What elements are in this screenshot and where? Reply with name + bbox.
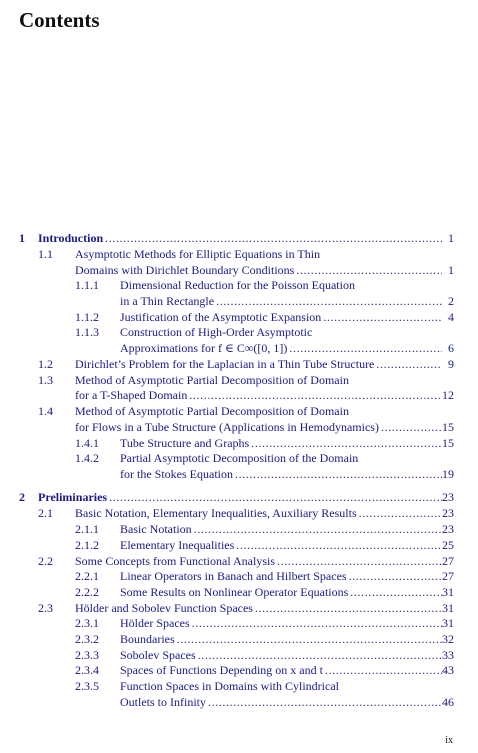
dot-leader bbox=[189, 387, 442, 403]
toc-chapter-entry[interactable] bbox=[0, 489, 478, 505]
dot-leader bbox=[194, 521, 442, 537]
page-number: ix bbox=[445, 735, 453, 746]
toc-entry-number: 1.4.1 bbox=[75, 436, 99, 450]
toc-section-entry[interactable] bbox=[0, 372, 478, 388]
toc-entry-title: for Flows in a Tube Structure (Applications in Hemodynamics) bbox=[75, 420, 379, 434]
toc-entry-title: Some Results on Nonlinear Operator Equations bbox=[120, 585, 349, 599]
toc-entry-number: 2.3.3 bbox=[75, 648, 99, 662]
toc-entry-title: Spaces of Functions Depending on x and t bbox=[120, 663, 323, 677]
dot-leader bbox=[289, 340, 442, 356]
toc-entry-title: for the Stokes Equation bbox=[120, 467, 233, 481]
toc-entry-number: 2.1.2 bbox=[75, 538, 99, 552]
toc-subsection-entry[interactable] bbox=[0, 521, 478, 537]
toc-page-number: 31 bbox=[442, 616, 454, 630]
toc-entry-number: 1.1 bbox=[38, 247, 53, 261]
toc-section-entry[interactable] bbox=[0, 262, 478, 278]
toc-page-number: 23 bbox=[442, 522, 454, 536]
toc-entry-number: 2.3.1 bbox=[75, 616, 99, 630]
toc-page-number: 33 bbox=[442, 648, 454, 662]
toc-page-number: 27 bbox=[442, 569, 454, 583]
dot-leader bbox=[109, 489, 442, 505]
toc-entry-number: 1.4 bbox=[38, 404, 53, 418]
toc-entry-title: Sobolev Spaces bbox=[120, 648, 196, 662]
toc-page-number: 43 bbox=[442, 663, 454, 677]
toc-subsection-entry[interactable] bbox=[0, 647, 478, 663]
toc-entry-number: 1.2 bbox=[38, 357, 53, 371]
toc-subsection-entry[interactable] bbox=[0, 466, 478, 482]
toc-entry-title: Linear Operators in Banach and Hilbert Spaces bbox=[120, 569, 347, 583]
toc-subsection-entry[interactable] bbox=[0, 537, 478, 553]
toc-entry-number: 2.3 bbox=[38, 601, 53, 615]
toc-page-number: 15 bbox=[442, 436, 454, 450]
toc-subsection-entry[interactable] bbox=[0, 277, 478, 293]
toc-entry-number: 2.3.2 bbox=[75, 632, 99, 646]
toc-subsection-entry[interactable] bbox=[0, 694, 478, 710]
dot-leader bbox=[208, 694, 442, 710]
toc-subsection-entry[interactable] bbox=[0, 615, 478, 631]
page-title: Contents bbox=[19, 8, 100, 32]
dot-leader bbox=[192, 615, 442, 631]
toc-subsection-entry[interactable] bbox=[0, 293, 478, 309]
toc-subsection-entry[interactable] bbox=[0, 309, 478, 325]
toc-entry-title: Method of Asymptotic Partial Decomposition of Domain bbox=[75, 404, 349, 418]
toc-entry-title: Boundaries bbox=[120, 632, 175, 646]
toc-page-number: 2 bbox=[448, 294, 454, 308]
toc-entry-title: Asymptotic Methods for Elliptic Equations in Thin bbox=[75, 247, 321, 261]
dot-leader bbox=[177, 631, 442, 647]
toc-entry-number: 1.1.2 bbox=[75, 310, 99, 324]
toc-page-number: 15 bbox=[442, 420, 454, 434]
dot-leader bbox=[198, 647, 442, 663]
toc-section-entry[interactable] bbox=[0, 505, 478, 521]
toc-entry-number: 1.1.3 bbox=[75, 325, 99, 339]
toc-entry-title: for a T-Shaped Domain bbox=[75, 388, 188, 402]
toc-subsection-entry[interactable] bbox=[0, 340, 478, 356]
toc-entry-title: Hölder Spaces bbox=[120, 616, 190, 630]
dot-leader bbox=[216, 293, 442, 309]
toc-section-entry[interactable] bbox=[0, 387, 478, 403]
toc-entry-title: Justification of the Asymptotic Expansion bbox=[120, 310, 322, 324]
toc-section-entry[interactable] bbox=[0, 600, 478, 616]
toc-subsection-entry[interactable] bbox=[0, 662, 478, 678]
toc-entry-number: 2.1 bbox=[38, 506, 53, 520]
toc-entry-title: Basic Notation bbox=[120, 522, 192, 536]
toc-page-number: 6 bbox=[448, 341, 454, 355]
toc-entry-title: Construction of High-Order Asymptotic bbox=[120, 325, 313, 339]
toc-page-number: 32 bbox=[442, 632, 454, 646]
dot-leader bbox=[296, 262, 442, 278]
toc-entry-title: Preliminaries bbox=[38, 490, 108, 504]
toc-page-number: 4 bbox=[448, 310, 454, 324]
toc-subsection-entry[interactable] bbox=[0, 450, 478, 466]
toc-entry-title: Function Spaces in Domains with Cylindrical bbox=[120, 679, 339, 693]
toc-subsection-entry[interactable] bbox=[0, 435, 478, 451]
toc-entry-number: 2.2 bbox=[38, 554, 53, 568]
toc-subsection-entry[interactable] bbox=[0, 631, 478, 647]
toc-page-number: 23 bbox=[442, 490, 454, 504]
toc-page-number: 9 bbox=[448, 357, 454, 371]
toc-entry-number: 2.3.4 bbox=[75, 663, 99, 677]
toc-entry-title: Domains with Dirichlet Boundary Conditions bbox=[75, 263, 295, 277]
toc-entry-title: Method of Asymptotic Partial Decomposition of Domain bbox=[75, 373, 349, 387]
toc-entry-title: Tube Structure and Graphs bbox=[120, 436, 250, 450]
toc-entry-title: Approximations for f ∈ C∞([0, 1]) bbox=[120, 341, 288, 355]
dot-leader bbox=[105, 230, 442, 246]
toc-entry-title: Elementary Inequalities bbox=[120, 538, 235, 552]
toc-section-entry[interactable] bbox=[0, 553, 478, 569]
toc-entry-title: in a Thin Rectangle bbox=[120, 294, 215, 308]
toc-entry-title: Some Concepts from Functional Analysis bbox=[75, 554, 275, 568]
toc-subsection-entry[interactable] bbox=[0, 568, 478, 584]
toc-page-number: 1 bbox=[448, 263, 454, 277]
toc-page-number: 23 bbox=[442, 506, 454, 520]
toc-entry-title: Partial Asymptotic Decomposition of the Domain bbox=[120, 451, 359, 465]
toc-page-number: 31 bbox=[442, 585, 454, 599]
toc-entry-title: Outlets to Infinity bbox=[120, 695, 206, 709]
toc-entry-number: 2.1.1 bbox=[75, 522, 99, 536]
toc-entry-number: 2.2.2 bbox=[75, 585, 99, 599]
toc-entry-title: Basic Notation, Elementary Inequalities, Auxiliary Results bbox=[75, 506, 357, 520]
toc-page-number: 25 bbox=[442, 538, 454, 552]
toc-page-number: 31 bbox=[442, 601, 454, 615]
toc-entry-number: 2 bbox=[19, 490, 25, 504]
toc-section-entry[interactable] bbox=[0, 246, 478, 262]
toc-entry-number: 1.1.1 bbox=[75, 278, 99, 292]
toc-entry-title: Hölder and Sobolev Function Spaces bbox=[75, 601, 253, 615]
toc-section-entry[interactable] bbox=[0, 403, 478, 419]
dot-leader bbox=[277, 553, 442, 569]
toc-subsection-entry[interactable] bbox=[0, 324, 478, 340]
toc-page-number: 12 bbox=[442, 388, 454, 402]
dot-leader bbox=[235, 466, 442, 482]
toc-entry-title: Dirichlet’s Problem for the Laplacian in a Thin Tube Structure bbox=[75, 357, 375, 371]
toc-page-number: 46 bbox=[442, 695, 454, 709]
toc-entry-title: Introduction bbox=[38, 231, 104, 245]
toc-subsection-entry[interactable] bbox=[0, 584, 478, 600]
toc-entry-number: 1.3 bbox=[38, 373, 53, 387]
toc-page-number: 19 bbox=[442, 467, 454, 481]
toc-chapter-entry[interactable] bbox=[0, 230, 478, 246]
dot-leader bbox=[236, 537, 442, 553]
toc-entry-number: 2.2.1 bbox=[75, 569, 99, 583]
toc-page-number: 1 bbox=[448, 231, 454, 245]
toc-page-number: 27 bbox=[442, 554, 454, 568]
toc-section-entry[interactable] bbox=[0, 419, 478, 435]
toc-entry-number: 1 bbox=[19, 231, 25, 245]
dot-leader bbox=[251, 435, 442, 451]
toc-entry-number: 1.4.2 bbox=[75, 451, 99, 465]
toc-subsection-entry[interactable] bbox=[0, 678, 478, 694]
dot-leader bbox=[255, 600, 442, 616]
toc-entry-title: Dimensional Reduction for the Poisson Equation bbox=[120, 278, 355, 292]
toc-entry-number: 2.3.5 bbox=[75, 679, 99, 693]
toc-section-entry[interactable] bbox=[0, 356, 478, 372]
